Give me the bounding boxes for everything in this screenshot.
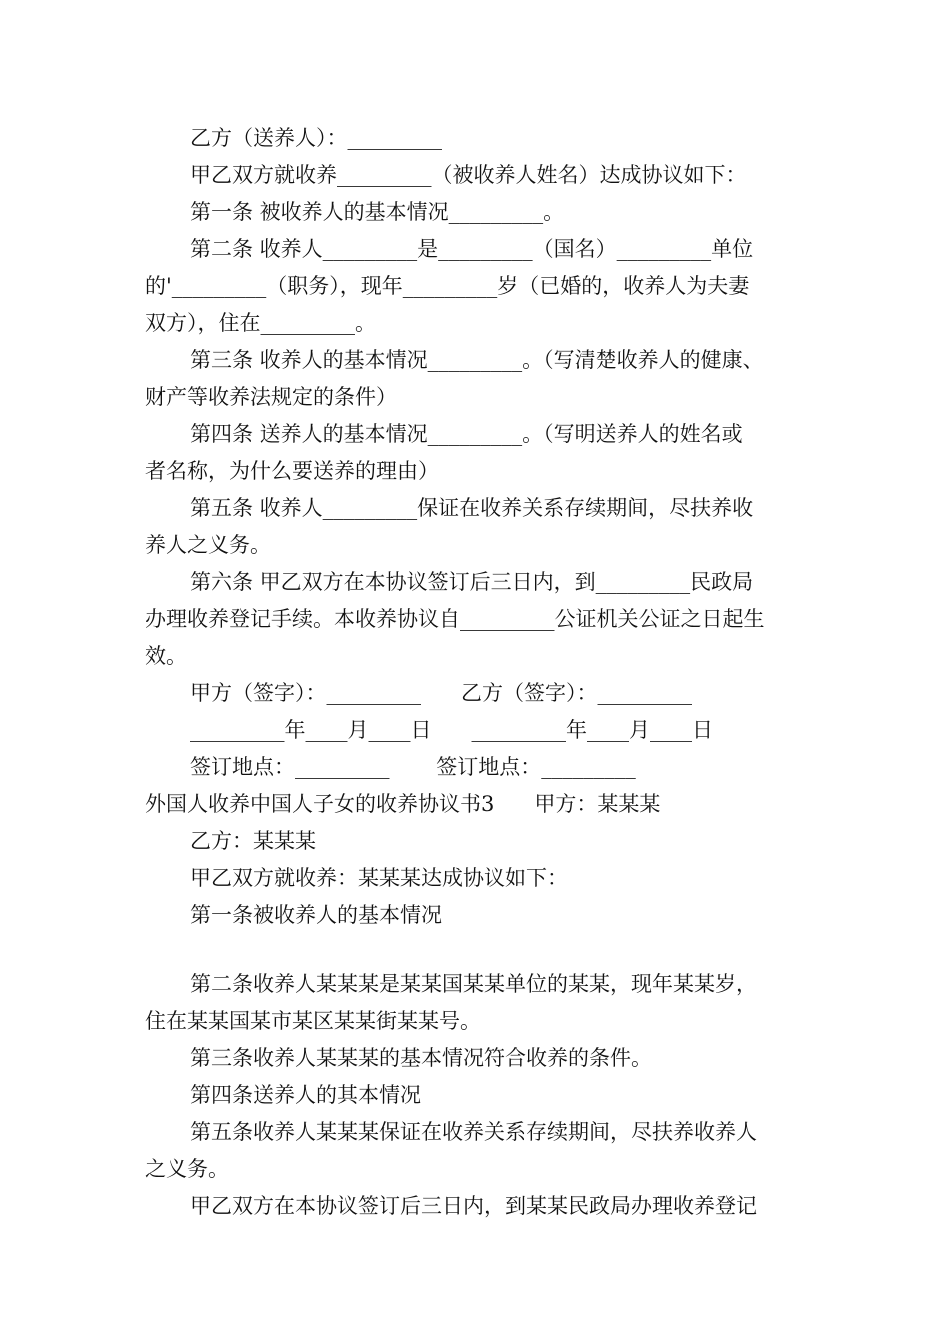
location-line: 签订地点：_________ 签订地点：_________ xyxy=(190,755,636,779)
text-line: 第一条被收养人的基本情况 xyxy=(190,903,442,927)
text-line: 第二条 收养人_________是_________（国名）_________单位 xyxy=(190,237,754,261)
text-line: 甲乙双方就收养_________（被收养人姓名）达成协议如下： xyxy=(190,163,747,187)
text-line: 第一条 被收养人的基本情况_________。 xyxy=(190,200,565,224)
text-line: 第四条送养人的其本情况 xyxy=(190,1083,421,1107)
date-line: _________年____月____日 _________年____月____日 xyxy=(190,718,714,742)
text-line: 住在某某国某市某区某某街某某号。 xyxy=(145,1009,481,1033)
text-line: 财产等收养法规定的条件） xyxy=(145,385,397,409)
text-line: 第四条 送养人的基本情况_________。（写明送养人的姓名或 xyxy=(190,422,743,446)
text-line: 乙方：某某某 xyxy=(190,829,316,853)
section-title: 外国人收养中国人子女的收养协议书3 甲方：某某某 xyxy=(145,792,661,816)
text-line: 甲乙双方就收养：某某某达成协议如下： xyxy=(190,866,568,890)
text-line: 第五条收养人某某某保证在收养关系存续期间，尽扶养收养人 xyxy=(190,1120,757,1144)
text-line: 之义务。 xyxy=(145,1157,229,1181)
text-line: 办理收养登记手续。本收养协议自_________公证机关公证之日起生 xyxy=(145,607,765,631)
text-line: 第二条收养人某某某是某某国某某单位的某某，现年某某岁， xyxy=(190,972,757,996)
text-line: 甲乙双方在本协议签订后三日内，到某某民政局办理收养登记 xyxy=(190,1194,757,1218)
text-line: 第三条收养人某某某的基本情况符合收养的条件。 xyxy=(190,1046,652,1070)
text-line: 乙方（送养人）：_________ xyxy=(190,126,442,150)
text-line: 双方），住在_________。 xyxy=(145,311,376,335)
text-line: 第五条 收养人_________保证在收养关系存续期间，尽扶养收 xyxy=(190,496,754,520)
text-line: 的'_________（职务），现年_________岁（已婚的，收养人为夫妻 xyxy=(145,274,750,298)
text-line: 养人之义务。 xyxy=(145,533,271,557)
text-line: 第六条 甲乙双方在本协议签订后三日内，到_________民政局 xyxy=(190,570,754,594)
text-line: 效。 xyxy=(145,644,187,668)
text-line: 第三条 收养人的基本情况_________。（写清楚收养人的健康、 xyxy=(190,348,764,372)
text-line: 者名称，为什么要送养的理由） xyxy=(145,459,439,483)
signature-line: 甲方（签字）：_________ 乙方（签字）：_________ xyxy=(190,681,693,705)
